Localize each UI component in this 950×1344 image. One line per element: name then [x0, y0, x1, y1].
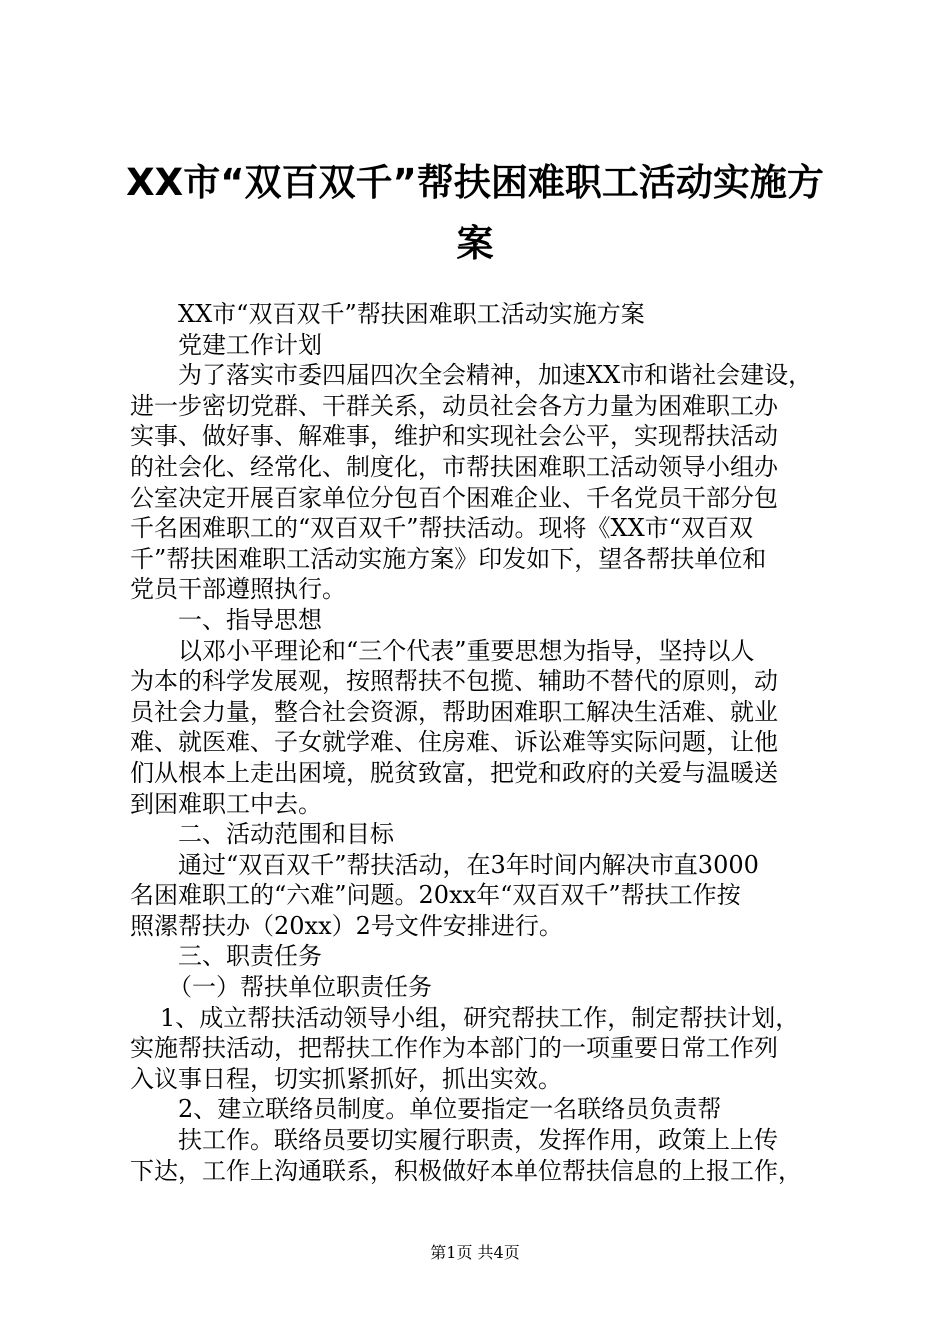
paragraph-line: 以邓小平理论和“三个代表”重要思想为指导，坚持以人: [178, 636, 755, 665]
paragraph-line: 名困难职工的“六难”问题。20xx年“双百双千”帮扶工作按: [130, 881, 741, 910]
paragraph-line: 1、成立帮扶活动领导小组，研究帮扶工作，制定帮扶计划，: [160, 1003, 800, 1032]
paragraph-line: 到困难职工中去。: [130, 789, 322, 818]
section-heading: 一、指导思想: [178, 605, 322, 634]
paragraph-line: 入议事日程，切实抓紧抓好，抓出实效。: [130, 1064, 562, 1093]
paragraph-line: 实施帮扶活动，把帮扶工作作为本部门的一项重要日常工作列: [130, 1034, 778, 1063]
paragraph-line: 的社会化、经常化、制度化，市帮扶困难职工活动领导小组办: [130, 452, 778, 481]
subsection-heading: （一）帮扶单位职责任务: [168, 973, 432, 1002]
paragraph-line: 公室决定开展百家单位分包百个困难企业、千名党员干部分包: [130, 483, 778, 512]
paragraph-line: 下达，工作上沟通联系，积极做好本单位帮扶信息的上报工作，: [130, 1156, 802, 1185]
section-heading: 二、活动范围和目标: [178, 820, 394, 849]
paragraph-line: 党员干部遵照执行。: [130, 575, 346, 604]
paragraph-line: 千名困难职工的“双百双千”帮扶活动。现将《XX市“双百双: [130, 514, 753, 543]
paragraph-line: 难、就医难、子女就学难、住房难、诉讼难等实际问题，让他: [130, 728, 778, 757]
paragraph-line: 进一步密切党群、干群关系，动员社会各方力量为困难职工办: [130, 391, 778, 420]
section-heading: 三、职责任务: [178, 942, 322, 971]
document-title-line-1: XX市“双百双千”帮扶困难职工活动实施方: [126, 161, 824, 204]
paragraph-line: 照漯帮扶办（20xx）2号文件安排进行。: [130, 911, 563, 940]
paragraph-line: 员社会力量，整合社会资源，帮助困难职工解决生活难、就业: [130, 697, 778, 726]
page-number-footer: 第1页 共4页: [430, 1243, 520, 1262]
paragraph-line: 为本的科学发展观，按照帮扶不包揽、辅助不替代的原则，动: [130, 667, 778, 696]
paragraph-line: 们从根本上走出困境，脱贫致富，把党和政府的关爱与温暖送: [130, 758, 778, 787]
document-body: [130, 299, 830, 1186]
paragraph-line: 千”帮扶困难职工活动实施方案》印发如下，望各帮扶单位和: [130, 544, 767, 573]
paragraph-line: 通过“双百双千”帮扶活动，在3年时间内解决市直3000: [178, 850, 759, 879]
paragraph-line: 扶工作。联络员要切实履行职责，发挥作用，政策上上传: [178, 1126, 778, 1155]
paragraph-line: 为了落实市委四届四次全会精神，加速XX市和谐社会建设，: [178, 361, 813, 390]
paragraph-line: 实事、做好事、解难事，维护和实现社会公平，实现帮扶活动: [130, 422, 778, 451]
category-line: 党建工作计划: [178, 330, 322, 359]
document-title-line-2: 案: [456, 222, 494, 265]
paragraph-line: 2、建立联络员制度。单位要指定一名联络员负责帮: [178, 1095, 722, 1124]
subtitle-line: XX市“双百双千”帮扶困难职工活动实施方案: [178, 300, 645, 328]
